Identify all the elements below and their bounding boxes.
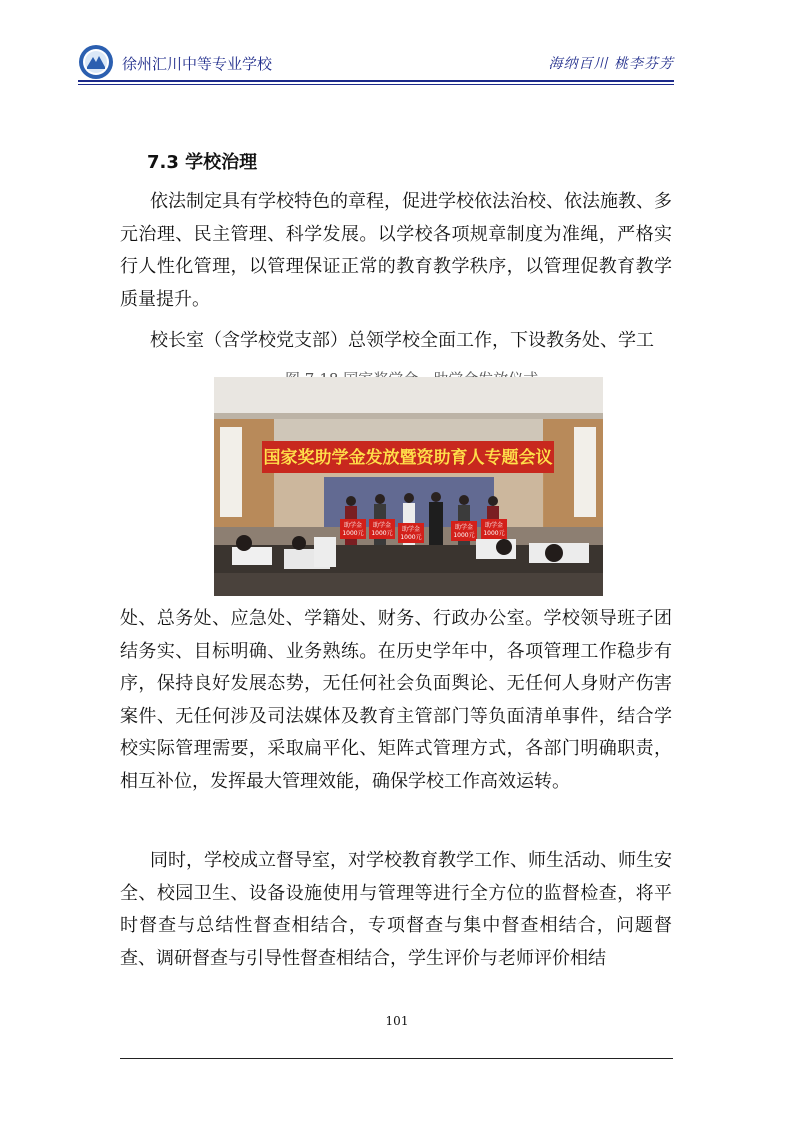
paragraph-departments: 处、总务处、应急处、学籍处、财务、行政办公室。学校领导班子团结务实、目标明确、业务熟练。在历史学年中，各项管理工作稳步有序，保持良好发展态势，无任何社会负面舆论、无任何人身财产伤害案件、无任何涉及司法媒体及教育主管部门等负面清单事件，结合学校实际管理需要，采取扁平化、矩阵式管理方式，各部门明确职责，相互补位，发挥最大管理效能，确保学校工作高效运转。 [120, 608, 672, 792]
page-number: 101 [385, 1014, 409, 1028]
footer-divider [120, 1058, 673, 1059]
svg-text:1000元: 1000元 [342, 530, 364, 537]
page-header [78, 44, 674, 78]
school-motto: 海纳百川 桃李芬芳 [548, 56, 674, 72]
svg-text:1000元: 1000元 [483, 530, 505, 537]
paragraph-supervision: 同时，学校成立督导室，对学校教育教学工作、师生活动、师生安全、校园卫生、设备设施使用与管理等进行全方位的监督检查，将平时督查与总结性督查相结合，专项督查与集中督查相结合，问题督查、调研督查与引导性督查相结合，学生评价与老师评价相结 [120, 850, 672, 969]
svg-text:助学金: 助学金 [372, 522, 392, 529]
banner-text: 国家奖助学金发放暨资助育人专题会议 [263, 448, 553, 468]
section-title: 7.3 学校治理 [147, 152, 258, 173]
svg-text:助学金: 助学金 [343, 522, 363, 529]
svg-text:1000元: 1000元 [371, 530, 393, 537]
paragraph-principal-office: 校长室（含学校党支部）总领学校全面工作，下设教务处、学工 [150, 330, 654, 351]
svg-text:助学金: 助学金 [484, 522, 504, 529]
ceremony-photo [214, 377, 603, 596]
paragraph-governance-intro: 依法制定具有学校特色的章程，促进学校依法治校、依法施教、多元治理、民主管理、科学发展。以学校各项规章制度为准绳，严格实行人性化管理，以管理保证正常的教育教学秩序，以管理促教育教学质量提升。 [120, 191, 672, 310]
school-name: 徐州汇川中等专业学校 [122, 55, 273, 73]
svg-text:助学金: 助学金 [401, 526, 421, 533]
svg-text:助学金: 助学金 [454, 524, 474, 531]
svg-text:1000元: 1000元 [453, 532, 475, 539]
header-divider [78, 80, 674, 82]
header-divider-thin [78, 84, 674, 85]
school-logo-icon [78, 44, 114, 80]
svg-text:1000元: 1000元 [400, 534, 422, 541]
